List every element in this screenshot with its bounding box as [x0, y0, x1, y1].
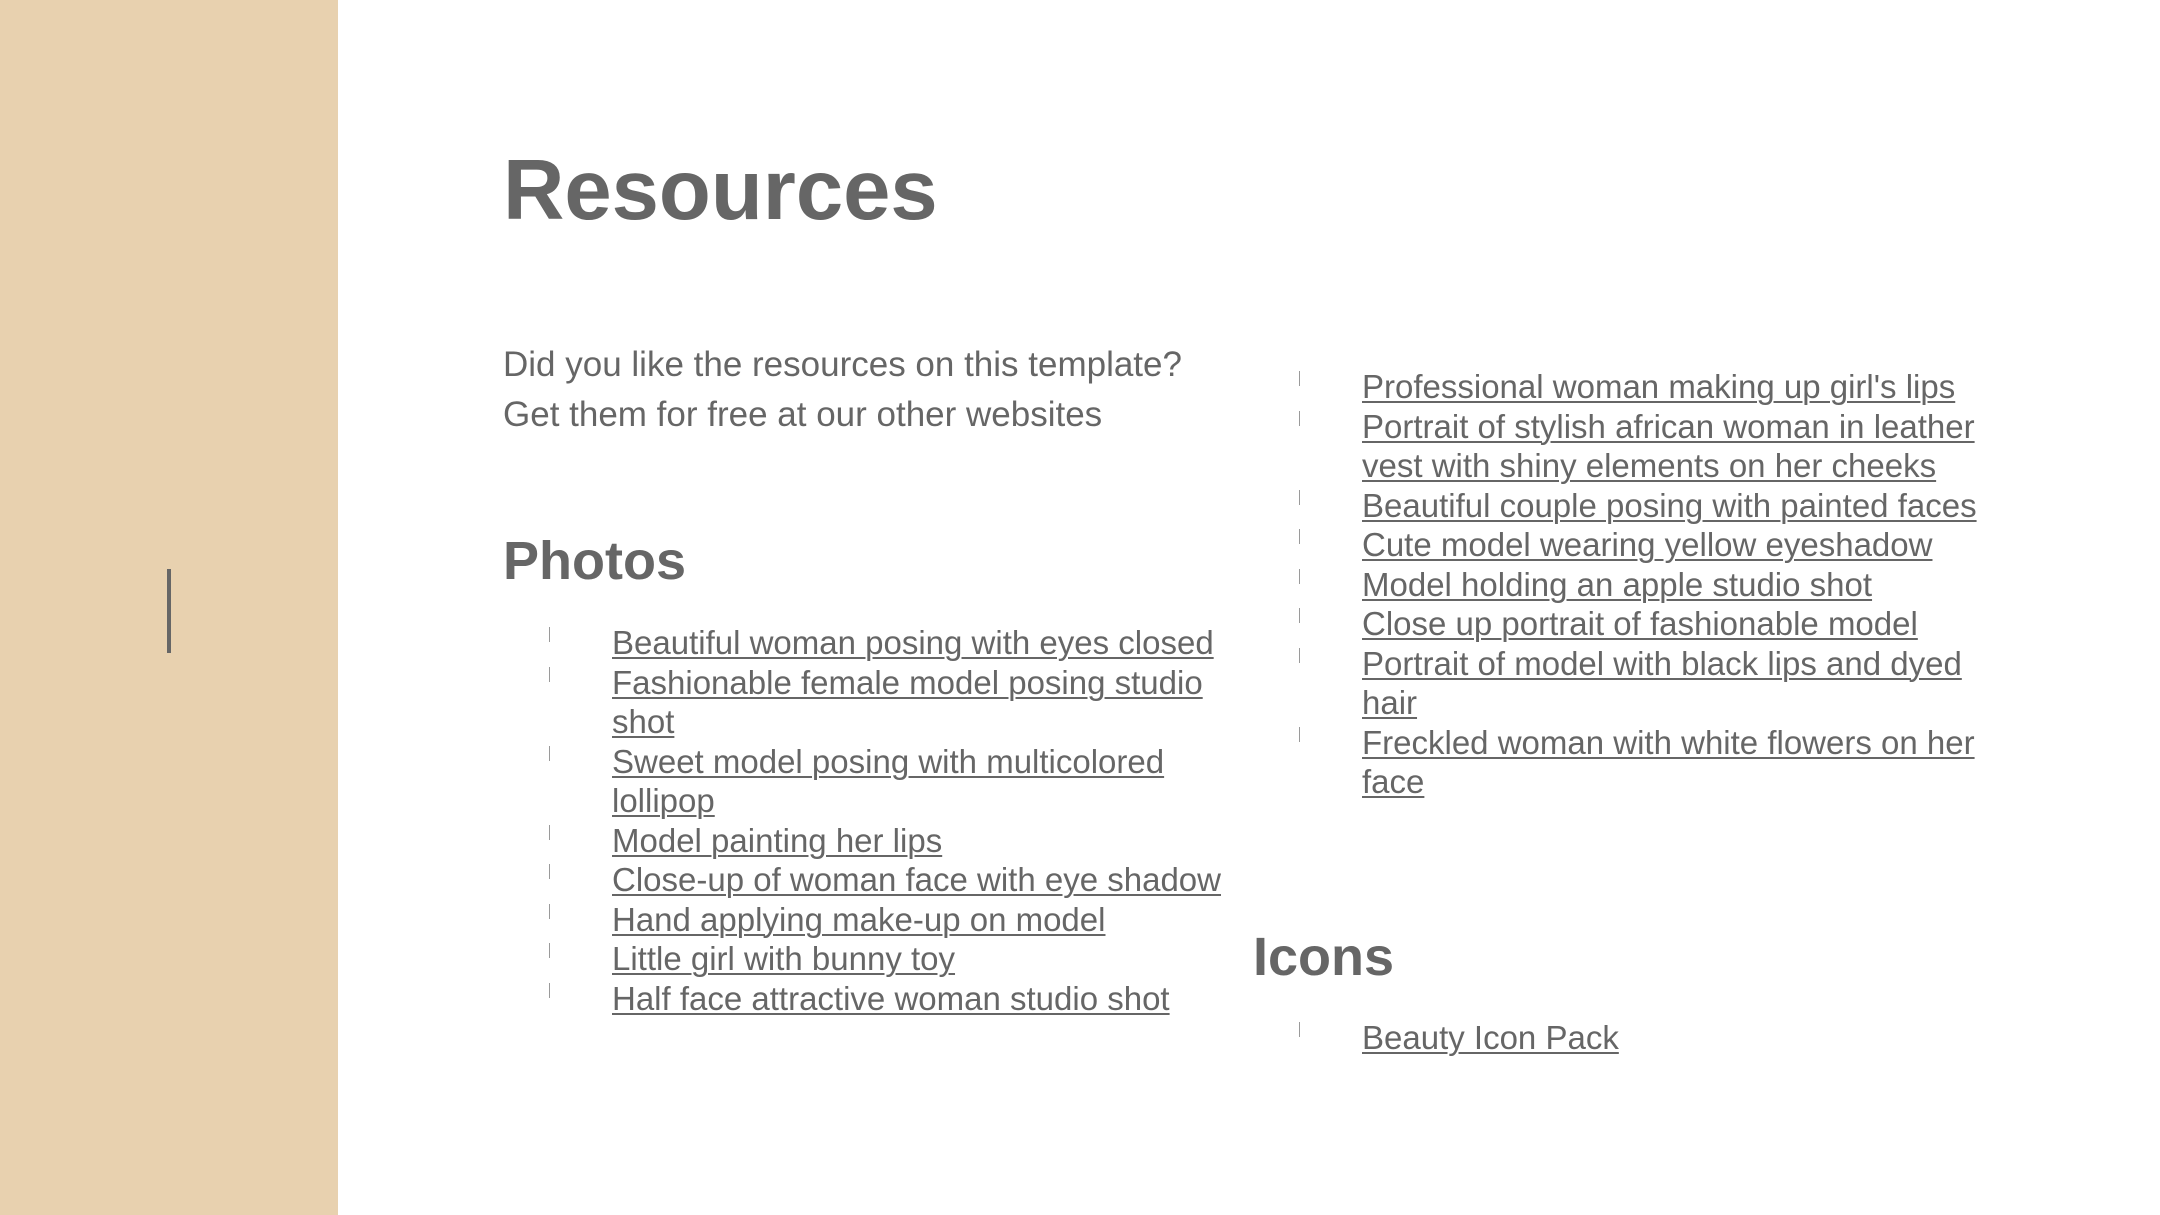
bullet-mark: [549, 904, 550, 919]
photos-heading: Photos: [503, 531, 686, 591]
list-item: [1362, 407, 1992, 486]
bullet-mark: [1299, 648, 1300, 663]
bullet-mark: [1299, 371, 1300, 386]
photos-list-column-2: [1362, 367, 1992, 802]
list-item: [1362, 367, 1992, 407]
photo-link[interactable]: Close-up of woman face with eye shadow: [612, 861, 1221, 898]
list-item: [612, 742, 1232, 821]
bullet-mark: [1299, 411, 1300, 426]
intro-line-2: Get them for free at our other websites: [503, 395, 1103, 434]
intro-line-1: Did you like the resources on this template?: [503, 345, 1182, 384]
bullet-mark: [549, 746, 550, 761]
photos-list-column-1: [612, 623, 1232, 1018]
icon-pack-link[interactable]: Beauty Icon Pack: [1362, 1019, 1619, 1056]
bullet-mark: [549, 667, 550, 682]
list-item: [1362, 1018, 1992, 1058]
bullet-mark: [549, 627, 550, 642]
bullet-mark: [549, 943, 550, 958]
bullet-mark: [1299, 608, 1300, 623]
sidebar-panel: [0, 0, 338, 1215]
photo-link[interactable]: Half face attractive woman studio shot: [612, 979, 1170, 1017]
photo-link[interactable]: Beautiful woman posing with eyes closed: [612, 624, 1214, 661]
photo-link[interactable]: Model holding an apple studio shot: [1362, 565, 1873, 603]
photo-link[interactable]: Professional woman making up girl's lips: [1362, 368, 1956, 405]
list-item: [612, 939, 1232, 979]
photo-link[interactable]: Freckled woman with white flowers on her face: [1362, 723, 1975, 800]
page-title: Resources: [503, 143, 938, 238]
photo-link[interactable]: Beautiful couple posing with painted faces: [1362, 486, 1977, 524]
bullet-mark: [1299, 529, 1300, 544]
bullet-mark: [549, 825, 550, 840]
photo-link[interactable]: Little girl with bunny toy: [612, 940, 956, 977]
intro-text: [503, 340, 1263, 440]
photo-link[interactable]: Sweet model posing with multicolored lollipop: [612, 742, 1165, 819]
photo-link[interactable]: Portrait of stylish african woman in leather vest with shiny elements on her cheeks: [1362, 407, 1975, 484]
list-item: [1362, 565, 1992, 605]
photo-link[interactable]: Cute model wearing yellow eyeshadow: [1362, 526, 1933, 563]
bullet-mark: [1299, 569, 1300, 584]
bullet-mark: [549, 983, 550, 998]
photo-link[interactable]: Portrait of model with black lips and dyed hair: [1362, 644, 1962, 721]
icons-list: [1362, 1018, 1992, 1058]
list-item: [612, 821, 1232, 861]
list-item: [1362, 644, 1992, 723]
photo-link[interactable]: Model painting her lips: [612, 821, 943, 859]
list-item: [1362, 525, 1992, 565]
list-item: [1362, 723, 1992, 802]
bullet-mark: [1299, 727, 1300, 742]
list-item: [612, 623, 1232, 663]
list-item: [612, 900, 1232, 940]
photo-link[interactable]: Hand applying make-up on model: [612, 900, 1106, 938]
sidebar-accent-bar: [167, 569, 171, 653]
list-item: [612, 860, 1232, 900]
list-item: [1362, 604, 1992, 644]
bullet-mark: [549, 864, 550, 879]
icons-heading: Icons: [1253, 927, 1395, 987]
list-item: [612, 663, 1232, 742]
photo-link[interactable]: Fashionable female model posing studio shot: [612, 663, 1203, 740]
photo-link[interactable]: Close up portrait of fashionable model: [1362, 605, 1918, 642]
bullet-mark: [1299, 490, 1300, 505]
bullet-mark: [1299, 1022, 1300, 1037]
list-item: [1362, 486, 1992, 526]
list-item: [612, 979, 1232, 1019]
